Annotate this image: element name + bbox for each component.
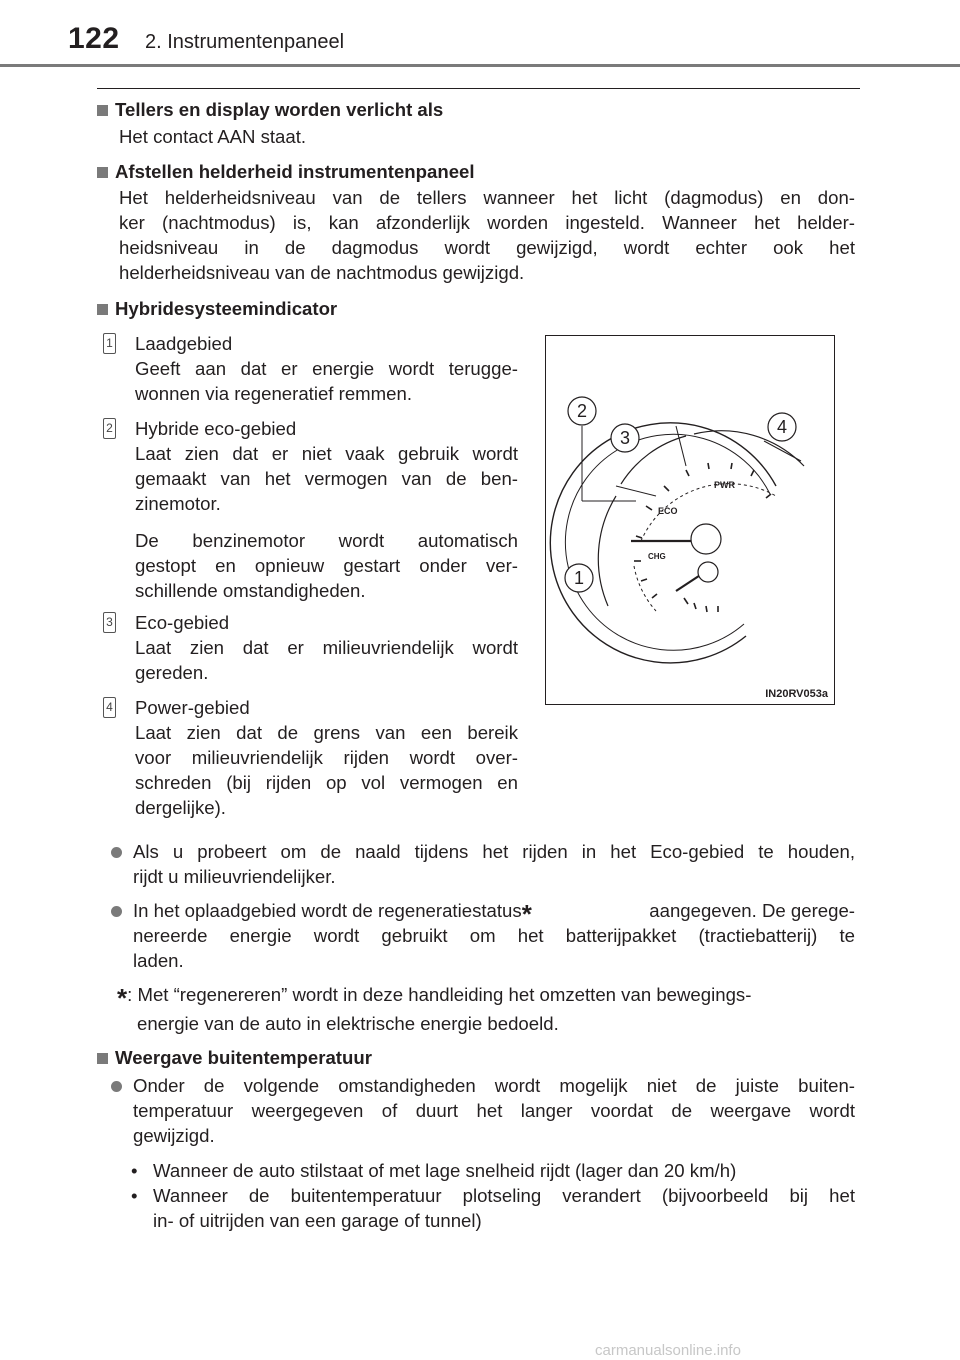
square-bullet-icon xyxy=(97,304,108,315)
sub-item xyxy=(131,1183,855,1233)
item-title: Eco-gebied xyxy=(135,612,230,633)
item-line: gereden. xyxy=(135,662,209,683)
temperature-bullet xyxy=(133,1073,855,1148)
bullet-line: nereerde energie wordt gebruikt om het batterijpakket (tractiebatterij) te xyxy=(133,925,855,946)
bullet-line: laden. xyxy=(133,950,184,971)
bullet-line: rijdt u milieuvriendelijker. xyxy=(133,866,336,887)
square-bullet-icon xyxy=(97,1053,108,1064)
section-heading-lighting xyxy=(97,97,443,122)
footnote-star: * xyxy=(521,899,532,929)
item-title: Hybride eco-gebied xyxy=(135,418,297,439)
square-bullet-icon xyxy=(97,105,108,116)
item-title: Laadgebied xyxy=(135,333,233,354)
gauge-illustration xyxy=(546,336,834,704)
eco-label: ECO xyxy=(658,506,678,516)
hybrid-indicator-figure xyxy=(545,335,835,705)
hybrid-item-4 xyxy=(135,695,518,820)
watermark: carmanualsonline.info xyxy=(595,1342,741,1359)
leader-line xyxy=(676,426,686,466)
hybrid-item-1 xyxy=(135,331,518,406)
footnote-text: : Met “regenereren” wordt in deze handleiding het omzetten van bewegings- xyxy=(127,984,752,1005)
sub-item-line: Wanneer de auto stilstaat of met lage snelheid rijdt (lager dan 20 km/h) xyxy=(153,1160,737,1181)
heading-text: Tellers en display worden verlicht als xyxy=(115,99,444,120)
gauge-inner-ring xyxy=(565,434,770,650)
brightness-line: helderheidsniveau van de nachtmodus gewijzigd. xyxy=(119,262,525,283)
bullet-line: temperatuur weergegeven of duurt het langer voordat de weergave wordt xyxy=(133,1100,855,1121)
temperature-sub-items xyxy=(131,1158,855,1233)
gauge-band xyxy=(634,566,656,611)
bullet-text: aangegeven. De gerege- xyxy=(649,900,855,921)
item-line: wonnen via regeneratief remmen. xyxy=(135,383,412,404)
heading-text: Afstellen helderheid instrumentenpaneel xyxy=(115,161,475,182)
bullet-eco xyxy=(133,839,855,889)
section-heading-temperature xyxy=(97,1045,372,1070)
sub-item xyxy=(131,1158,855,1183)
chapter-title: 2. Instrumentenpaneel xyxy=(145,31,345,53)
item-number-3: 3 xyxy=(103,612,116,633)
bullet-line xyxy=(133,898,855,929)
round-bullet-icon xyxy=(111,847,122,858)
hybrid-item-2 xyxy=(135,416,518,603)
item-line: dergelijke). xyxy=(135,797,226,818)
page-number: 122 xyxy=(68,22,120,55)
bullet-line: Onder de volgende omstandigheden wordt mogelijk niet de juiste buiten- xyxy=(133,1075,855,1096)
leader-line xyxy=(616,486,656,496)
sub-bullet-icon: • xyxy=(131,1160,138,1181)
brightness-line: heidsniveau in de dagmodus wordt gewijzigd, wordt echter ook het xyxy=(119,237,855,258)
page-header xyxy=(0,0,960,66)
footnote-star: * xyxy=(117,983,128,1013)
brightness-body xyxy=(119,185,855,285)
item-line: zinemotor. xyxy=(135,493,221,514)
item-line: Laat zien dat er niet vaak gebruik wordt xyxy=(135,443,518,464)
item-number-1: 1 xyxy=(103,333,116,354)
pwr-label: PWR xyxy=(714,480,735,490)
callouts xyxy=(565,397,796,592)
footnote xyxy=(117,982,857,1036)
callout-4: 4 xyxy=(776,417,788,437)
round-bullet-icon xyxy=(111,1081,122,1092)
square-bullet-icon xyxy=(97,167,108,178)
item-line: Laat zien dat er milieuvriendelijk wordt xyxy=(135,637,518,658)
sub-item-body xyxy=(153,1183,855,1233)
item-extra-line: De benzinemotor wordt automatisch xyxy=(135,530,518,551)
heading-text: Hybridesysteemindicator xyxy=(115,298,338,319)
item-line: schreden (bij rijden op vol vermogen en xyxy=(135,772,518,793)
sub-item-line: in- of uitrijden van een garage of tunnel) xyxy=(153,1210,482,1231)
bullet-text: In het oplaadgebied wordt de regeneratiestatus xyxy=(133,900,522,921)
chg-label: CHG xyxy=(648,552,666,561)
section-heading-hybrid xyxy=(97,296,337,321)
needle-hub xyxy=(691,524,721,554)
brightness-line: Het helderheidsniveau van de tellers wanneer het licht (dagmodus) en don- xyxy=(119,187,855,208)
round-bullet-icon xyxy=(111,906,122,917)
item-line: voor milieuvriendelijk rijden wordt over- xyxy=(135,747,518,768)
callout-3: 3 xyxy=(619,428,631,448)
item-number-4: 4 xyxy=(103,697,116,718)
callout-2: 2 xyxy=(576,401,588,421)
brightness-line: ker (nachtmodus) is, kan afzonderlijk worden ingesteld. Wanneer het helder- xyxy=(119,212,855,233)
item-line: gemaakt van het vermogen van de ben- xyxy=(135,468,518,489)
lighting-body: Het contact AAN staat. xyxy=(119,126,307,147)
item-extra-line: gestopt en opnieuw gestart onder ver- xyxy=(135,555,518,576)
bullet-charge xyxy=(133,898,855,973)
charge-range-arc xyxy=(598,496,616,606)
footnote-line xyxy=(117,982,857,1013)
sub-bullet-icon: • xyxy=(131,1185,138,1206)
callout-1: 1 xyxy=(573,568,585,588)
footnote-line: energie van de auto in elektrische energie bedoeld. xyxy=(137,1013,559,1034)
item-title: Power-gebied xyxy=(135,697,250,718)
content-divider xyxy=(97,88,860,89)
item-line: Laat zien dat de grens van een bereik xyxy=(135,722,518,743)
section-heading-brightness xyxy=(97,159,475,184)
header-divider xyxy=(0,64,960,67)
item-number-2: 2 xyxy=(103,418,116,439)
item-extra-line: schillende omstandigheden. xyxy=(135,580,366,601)
item-line: Geeft aan dat er energie wordt terugge- xyxy=(135,358,518,379)
sub-item-line: Wanneer de buitentemperatuur plotseling verandert (bijvoorbeeld bij het xyxy=(153,1185,855,1206)
hybrid-item-3 xyxy=(135,610,518,685)
bullet-line: Als u probeert om de naald tijdens het rijden in het Eco-gebied te houden, xyxy=(133,841,855,862)
heading-text: Weergave buitentemperatuur xyxy=(115,1047,372,1068)
figure-label: IN20RV053a xyxy=(765,688,828,700)
secondary-hub xyxy=(698,562,718,582)
leader-line xyxy=(764,441,801,461)
bullet-line: gewijzigd. xyxy=(133,1125,215,1146)
